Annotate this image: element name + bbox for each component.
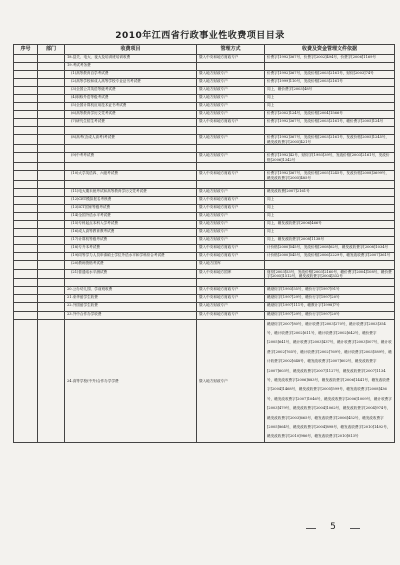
- cell-seq: [14, 319, 38, 442]
- cell-basis: 赣财综字[2007]80号，赣计收费字[2003]270号，赣计收费字[2003]354号，赣计收费字[2002]611号，赣计收费字[2002]642号，赣价费字[2005]641号，赣计收费字[2003]437号，赣计收费字[2003]507号，赣计收费字[2002]765号，赣计收费字[2002]769号，赣计收费字[2003]589号，赣计收费字[2002]648号，赣发改收费字[2007]602号，赣发改收费字[2007]603号，赣发改收费字[2007]1127号，赣发改收费字[2007]1134号，赣发改收费字[2006]883号，赣发改收费字[2006]1441号，赣发改收费字[2004]1468号，赣发改收费字[2005]599号，赣发改收费字[2008]436号，赣发改收费字[2007]1046号，赣发改收费字[2006]1009号，赣计收费字[2003]479号，赣发改收费字[2004]1062号，赣发改收费字[2004]974号，赣发改收费字[2003]665号，赣发改收费字[2006]452号，赣发改收费字[2005]864号，赣发改收费字[2004]898号，赣发改收费字[2010]1492号，赣发改收费字[2010]986号，赣发改收费字[2010]813号: [265, 319, 395, 442]
- cell-seq: [14, 221, 38, 229]
- cell-basis: 财综[2003]53号，发改价格[2003]2160号，赣价费字[2004]108号，赣价费字[2005]1512号，赣发改收费字[2004]332号: [265, 269, 395, 279]
- table-row: [14, 287, 395, 295]
- cell-basis: 价费字[1992]367号，发改价格[2003]2161号，赣价费字[2005]124号: [265, 119, 395, 127]
- table-row: [14, 295, 395, 303]
- cell-basis: 同上: [265, 229, 395, 237]
- table-row: [14, 311, 395, 319]
- cell-seq: [14, 127, 38, 135]
- cell-basis: 同上，赣发改收费字[2008]1138号: [265, 237, 395, 245]
- cell-seq: [14, 189, 38, 197]
- cell-seq: [14, 311, 38, 319]
- cell-basis: 赣财综字[1997]111号，赣教计字[1998]7号: [265, 303, 395, 311]
- cell-dept: [38, 55, 65, 63]
- cell-item: (7)研究生招生考试费: [65, 119, 197, 127]
- cell-dept: [38, 145, 65, 153]
- cell-basis: [265, 63, 395, 71]
- cell-basis: 计价格[2000]545号，发改价格[2008]62号，赣发改收费字[2008]1034号: [265, 245, 395, 253]
- cell-seq: [14, 55, 38, 63]
- cell-method: 缴入中央和地方财政专户: [197, 245, 265, 253]
- cell-item: (18)专升本考试费: [65, 245, 197, 253]
- table-row: [14, 103, 395, 111]
- cell-basis: 价费字[1992]42号，财综字[1993]39号，发改价格[2003]2161号，发改价格[2006]1342号: [265, 153, 395, 163]
- header-method: 管理方式: [197, 45, 265, 55]
- cell-method: 缴入地方财政专户: [197, 189, 265, 197]
- cell-item: 23.外中合作办学收费: [65, 311, 197, 319]
- cell-method: 缴入中央和地方财政专户: [197, 197, 265, 205]
- cell-item: 20.公办幼儿园、学前班收费: [65, 287, 197, 295]
- cell-method: 缴入地方财政专户: [197, 319, 265, 442]
- cell-dept: [38, 205, 65, 213]
- cell-method: 缴入中央和地方财政专户: [197, 119, 265, 127]
- cell-method: 缴入地方财政专户: [197, 135, 265, 145]
- cell-dept: [38, 303, 65, 311]
- cell-item: (11)电大期末统考试和高等教育学历文凭考试费: [65, 189, 197, 197]
- cell-method: 缴入地方财政专户: [197, 153, 265, 163]
- cell-seq: [14, 237, 38, 245]
- cell-method: [197, 163, 265, 171]
- cell-basis: 价费字[1992]367号，发改价格[2003]2161号，财综[2003]74号: [265, 71, 395, 79]
- cell-basis: 赣财综字[1993]55号，赣价行字[1997]91号: [265, 287, 395, 295]
- table-row: [14, 189, 395, 197]
- cell-seq: [14, 197, 38, 205]
- table-row: [14, 163, 395, 171]
- cell-item: (15)专科起点本科入学考试费: [65, 221, 197, 229]
- cell-method: 缴入地方财政专户: [197, 79, 265, 87]
- cell-method: 缴入地方财政专户: [197, 87, 265, 95]
- cell-seq: [14, 71, 38, 79]
- cell-seq: [14, 111, 38, 119]
- cell-method: 缴入地方财政专户: [197, 103, 265, 111]
- cell-item: (3)全国公共英语等级考试费: [65, 87, 197, 95]
- table-row: [14, 111, 395, 119]
- cell-item: (16)成人高等教育教考试费: [65, 229, 197, 237]
- cell-basis: 价费字[1992]367号，发改价格[2005]1245号，发改价格[2008]3699号，赣发改收费字[2005]485号: [265, 171, 395, 181]
- cell-seq: [14, 245, 38, 253]
- table-row: [14, 153, 395, 163]
- cell-item: [65, 163, 197, 171]
- table-body: [14, 55, 395, 443]
- cell-item: (20)教师资格考试费: [65, 261, 197, 269]
- cell-method: 缴入地方财政专户: [197, 95, 265, 103]
- cell-item: (13)ICT国家等级考试费: [65, 205, 197, 213]
- cell-seq: [14, 261, 38, 269]
- cell-basis: 同上: [265, 205, 395, 213]
- cell-basis: [265, 181, 395, 189]
- cell-basis: 赣财综字[1997]29号，赣价行字[1997]20号: [265, 311, 395, 319]
- table-row: [14, 253, 395, 261]
- table-row: [14, 221, 395, 229]
- cell-dept: [38, 311, 65, 319]
- cell-item: 19.考试考务费: [65, 63, 197, 71]
- table-row: [14, 213, 395, 221]
- header-item: 收费项目: [65, 45, 197, 55]
- cell-dept: [38, 287, 65, 295]
- cell-basis: 价费字[1999]110号，发改价格[2003]2161号: [265, 79, 395, 87]
- cell-dept: [38, 119, 65, 127]
- table-row: [14, 119, 395, 127]
- cell-seq: [14, 213, 38, 221]
- cell-item: [65, 127, 197, 135]
- cell-method: 缴入地方财政专户: [197, 303, 265, 311]
- cell-method: 缴入中央和地方财政专户: [197, 55, 265, 63]
- cell-item: (17)计算机等级考试费: [65, 237, 197, 245]
- cell-basis: 同上: [265, 95, 395, 103]
- cell-dept: [38, 279, 65, 287]
- table-row: [14, 181, 395, 189]
- cell-seq: [14, 119, 38, 127]
- table-row: [14, 303, 395, 311]
- cell-dept: [38, 95, 65, 103]
- cell-dept: [38, 213, 65, 221]
- cell-item: [65, 181, 197, 189]
- cell-dept: [38, 261, 65, 269]
- header-basis: 收费及资金管理文件依据: [265, 45, 395, 55]
- table-row: [14, 229, 395, 237]
- cell-item: (9)中考考试费: [65, 153, 197, 163]
- cell-seq: [14, 163, 38, 171]
- cell-seq: [14, 145, 38, 153]
- table-row: [14, 237, 395, 245]
- cell-basis: 同上: [265, 213, 395, 221]
- table-row: [14, 127, 395, 135]
- cell-item: (21)普通话水平测试费: [65, 269, 197, 279]
- table-row: [14, 71, 395, 79]
- header-dept: 部门: [38, 45, 65, 55]
- cell-item: (2)高等学校和成人高等学校专业证书考试费: [65, 79, 197, 87]
- cell-method: [197, 127, 265, 135]
- table-row: [14, 55, 395, 63]
- cell-item: (6)高等教育学历文凭考试费: [65, 111, 197, 119]
- cell-seq: [14, 171, 38, 181]
- cell-method: [197, 279, 265, 287]
- page-number: 5: [318, 522, 348, 532]
- cell-seq: [14, 287, 38, 295]
- cell-dept: [38, 253, 65, 261]
- header-seq: 序号: [14, 45, 38, 55]
- table-row: [14, 145, 395, 153]
- cell-basis: 赣发改收费[2007]2161号: [265, 189, 395, 197]
- cell-basis: 价费字[2002]124号，发改价格[2004]1566号: [265, 111, 395, 119]
- cell-dept: [38, 153, 65, 163]
- cell-method: 缴入中央和地方财政专户: [197, 295, 265, 303]
- cell-method: 缴入地方财政专户: [197, 111, 265, 119]
- cell-seq: [14, 229, 38, 237]
- cell-item: 24.高等学校(中外)合作办学学费: [65, 319, 197, 442]
- cell-item: (5)全国计算机应用技术证书考试费: [65, 103, 197, 111]
- table-row: [14, 245, 395, 253]
- fee-table: [13, 44, 395, 443]
- cell-item: (14)全国外语水平考试费: [65, 213, 197, 221]
- cell-dept: [38, 135, 65, 145]
- cell-dept: [38, 197, 65, 205]
- cell-seq: [14, 205, 38, 213]
- cell-seq: [14, 95, 38, 103]
- table-row: [14, 95, 395, 103]
- cell-dept: [38, 63, 65, 71]
- cell-seq: [14, 181, 38, 189]
- page-title: 2010年江西省行政事业性收费项目目录: [115, 31, 285, 41]
- cell-basis: 赣财综字[1997]29号，赣价行字[1997]20号: [265, 295, 395, 303]
- cell-seq: [14, 79, 38, 87]
- cell-dept: [38, 229, 65, 237]
- cell-dept: [38, 221, 65, 229]
- cell-basis: 同上，赣价费字[2003]48号: [265, 87, 395, 95]
- cell-basis: [265, 145, 395, 153]
- cell-item: (1)高等教育自学考试费: [65, 71, 197, 79]
- cell-method: [197, 63, 265, 71]
- cell-seq: [14, 63, 38, 71]
- cell-method: 缴入地方财政专户: [197, 221, 265, 229]
- cell-dept: [38, 189, 65, 197]
- cell-item: (19)同等学力人员申请硕士学位外语水平和学科综合考试费: [65, 253, 197, 261]
- cell-method: 缴入地方国库: [197, 261, 265, 269]
- cell-dept: [38, 245, 65, 253]
- cell-seq: [14, 153, 38, 163]
- cell-item: [65, 279, 197, 287]
- cell-item: [65, 145, 197, 153]
- table-row: [14, 135, 395, 145]
- table-row: [14, 79, 395, 87]
- cell-seq: [14, 87, 38, 95]
- cell-item: 18.县关、电大、夜大及培训班培训收费: [65, 55, 197, 63]
- cell-basis: [265, 261, 395, 269]
- cell-method: 缴入地方财政专户: [197, 229, 265, 237]
- cell-dept: [38, 237, 65, 245]
- cell-method: 缴入地方财政专户: [197, 237, 265, 245]
- cell-item: (4)职称外语等级考试费: [65, 95, 197, 103]
- cell-method: 缴入中央和地方财政专户: [197, 253, 265, 261]
- table-row: [14, 63, 395, 71]
- cell-item: 21.来华留学生收费: [65, 295, 197, 303]
- table-row: [14, 319, 395, 442]
- cell-item: (12)CET模拟报名考核费: [65, 197, 197, 205]
- cell-item: (8)高考(含成人高考)考试费: [65, 135, 197, 145]
- cell-basis: 计价格[2000]545号，发改价格[2006]2229号，赣发改收费字[2007]361号: [265, 253, 395, 261]
- cell-seq: [14, 303, 38, 311]
- cell-basis: 同上: [265, 197, 395, 205]
- cell-method: 缴入中央和地方财政专户: [197, 171, 265, 181]
- table-row: [14, 205, 395, 213]
- cell-dept: [38, 319, 65, 442]
- table-header-row: [14, 45, 395, 55]
- cell-method: 缴入中央和地方国库: [197, 269, 265, 279]
- cell-method: 缴入中央和地方财政专户: [197, 311, 265, 319]
- cell-dept: [38, 171, 65, 181]
- table-row: [14, 279, 395, 287]
- cell-basis: 同上，赣发改收费字[2006]466号: [265, 221, 395, 229]
- cell-method: [197, 145, 265, 153]
- cell-method: 缴入中央和地方财政专户: [197, 287, 265, 295]
- cell-basis: 价费字[1992]367号，价费字[2002]494号，价费字[2006]1169号: [265, 55, 395, 63]
- cell-item: 22.外国留学生收费: [65, 303, 197, 311]
- table-row: [14, 171, 395, 181]
- cell-basis: [265, 127, 395, 135]
- cell-basis: [265, 163, 395, 171]
- table-row: [14, 197, 395, 205]
- cell-seq: [14, 135, 38, 145]
- table-row: [14, 261, 395, 269]
- cell-basis: 同上: [265, 103, 395, 111]
- cell-dept: [38, 269, 65, 279]
- cell-dept: [38, 163, 65, 171]
- cell-method: 缴入中央和地方财政专户: [197, 205, 265, 213]
- cell-method: 缴入地方财政专户: [197, 213, 265, 221]
- cell-seq: [14, 253, 38, 261]
- cell-seq: [14, 269, 38, 279]
- cell-dept: [38, 181, 65, 189]
- cell-method: 缴入地方财政专户: [197, 71, 265, 79]
- table-row: [14, 87, 395, 95]
- cell-basis: 价费字[1992]367号，发改价格[2003]2161号，发改价格[2005]1245号，赣发改收费字[2005]421号: [265, 135, 395, 145]
- cell-dept: [38, 111, 65, 119]
- cell-method: [197, 181, 265, 189]
- cell-seq: [14, 103, 38, 111]
- cell-dept: [38, 295, 65, 303]
- cell-basis: [265, 279, 395, 287]
- cell-seq: [14, 295, 38, 303]
- cell-dept: [38, 127, 65, 135]
- cell-dept: [38, 87, 65, 95]
- table-row: [14, 269, 395, 279]
- cell-seq: [14, 279, 38, 287]
- cell-dept: [38, 79, 65, 87]
- cell-item: (10)大学英语四、六级考试费: [65, 171, 197, 181]
- cell-dept: [38, 71, 65, 79]
- cell-dept: [38, 103, 65, 111]
